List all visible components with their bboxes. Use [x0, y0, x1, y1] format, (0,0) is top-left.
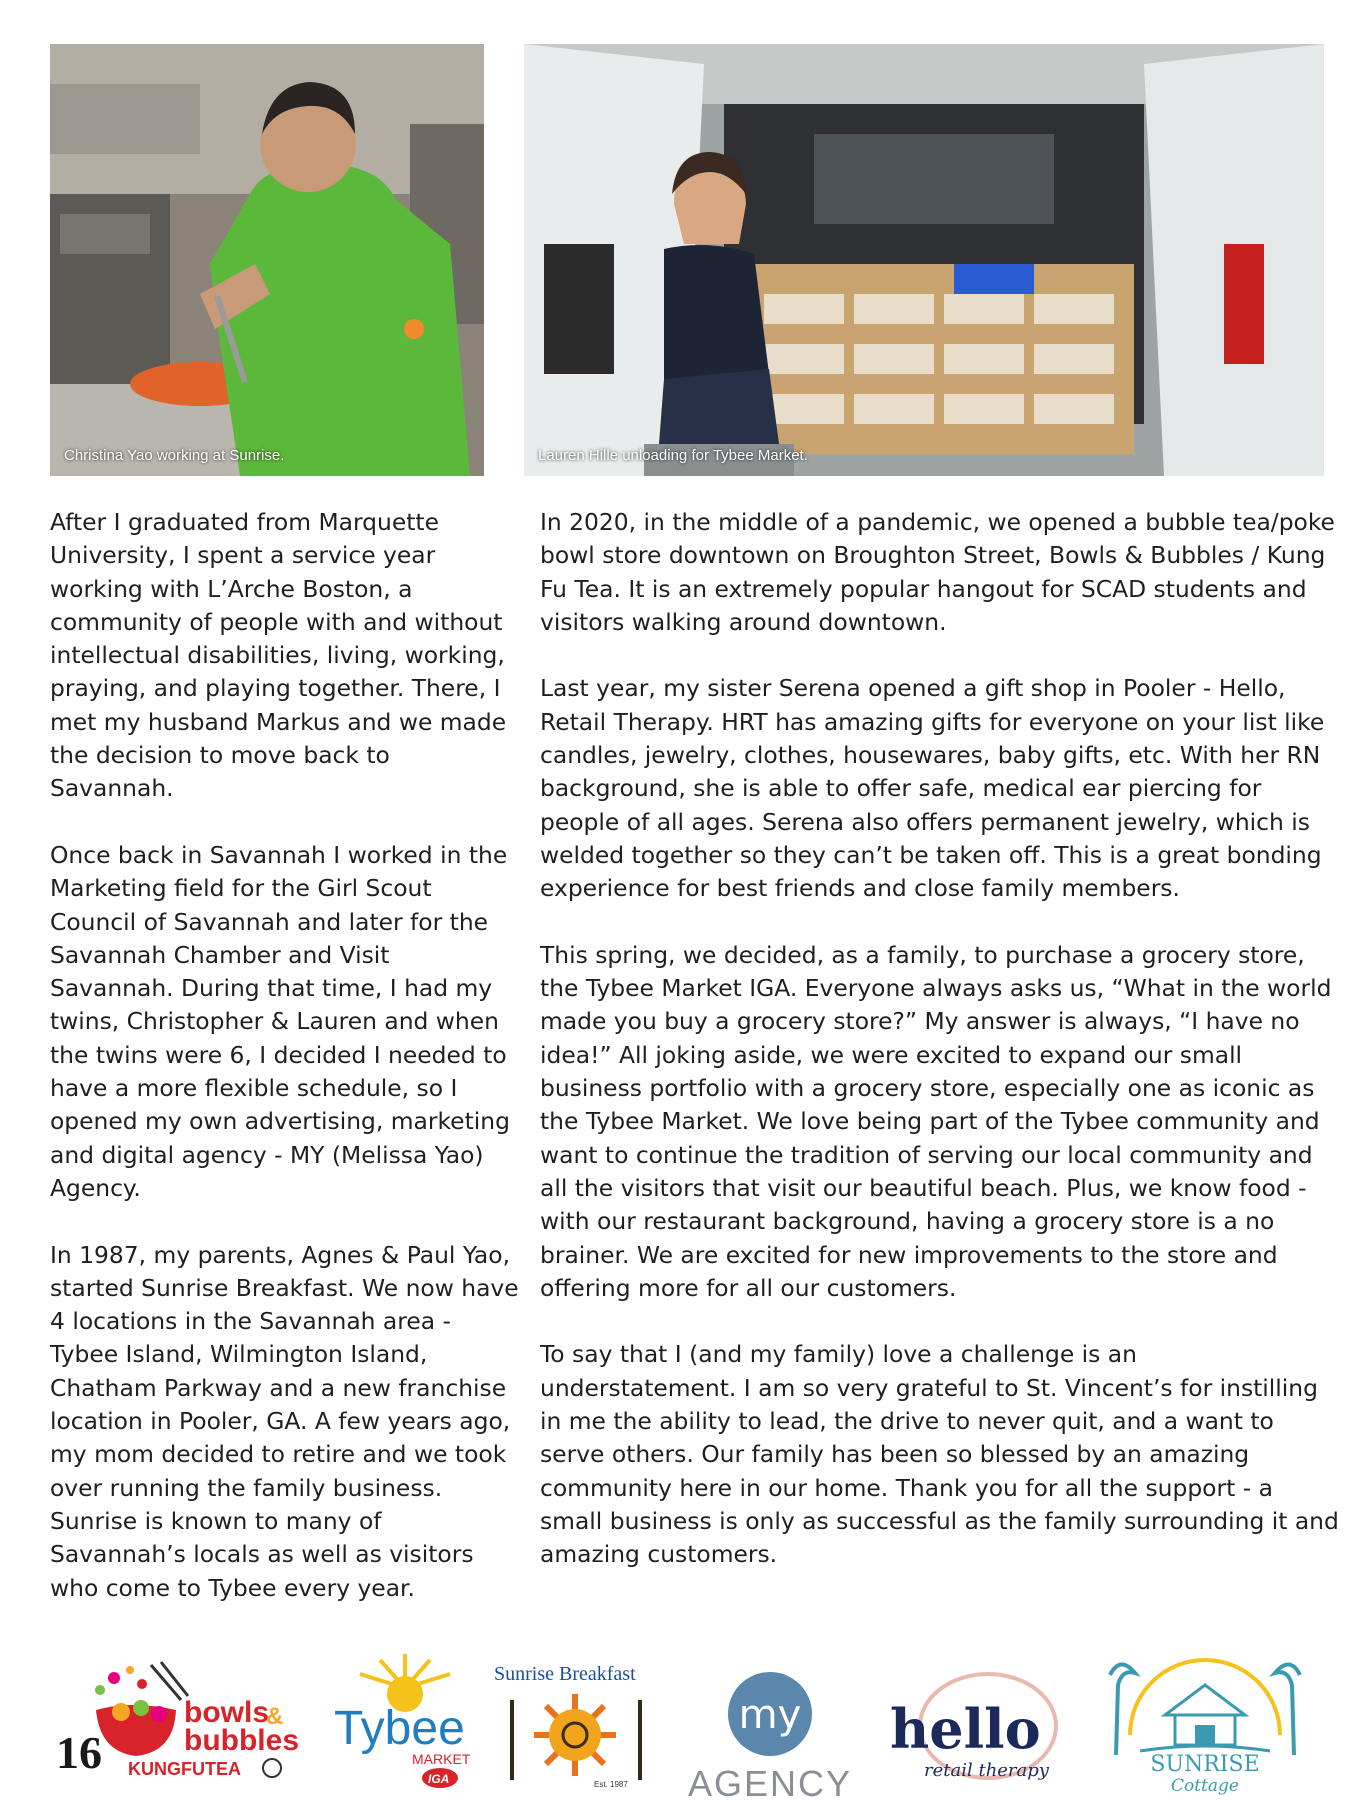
logo-sunrise-text: SUNRISE — [1150, 1752, 1260, 1777]
sunrise-cottage-logo-mark — [1090, 1645, 1320, 1795]
tybee-market-logo-mark — [330, 1650, 480, 1790]
photo-caption-left: Christina Yao working at Sunrise. — [64, 447, 285, 464]
left-column — [50, 506, 520, 1605]
right-column — [540, 506, 1340, 1572]
logo-bowls-text: bowls — [184, 1696, 270, 1729]
hello-retail-therapy-logo — [880, 1670, 1070, 1790]
logo-sunrise-breakfast-text: Sunrise Breakfast — [494, 1663, 636, 1685]
logo-hello-text: hello — [890, 1697, 1041, 1761]
sunrise-breakfast-logo — [490, 1660, 660, 1790]
bowls-bubbles-logo-mark — [56, 1660, 316, 1780]
hello-retail-therapy-logo-mark — [880, 1670, 1070, 1790]
logo-kungfutea-text: KUNGFUTEA — [128, 1759, 241, 1779]
bowls-bubbles-logo — [56, 1660, 316, 1780]
logo-row — [0, 1640, 1350, 1800]
paragraph: In 1987, my parents, Agnes & Paul Yao, started Sunrise Breakfast. We now have 4 locations in the Savannah area - Tybee Island, Wilmington Island, Chatham Parkway and a new franchise location in Pooler, GA. A few years ago, my mom decided to retire and we took over running the family business. Sunrise is known to many of Savannah’s locals as well as visitors who come to Tybee every year. — [50, 1240, 519, 1602]
logo-number: 16 — [56, 1727, 102, 1778]
logo-agency-text: AGENCY — [687, 1763, 853, 1800]
logo-est-text: Est. 1987 — [594, 1780, 628, 1789]
paragraph: To say that I (and my family) love a challenge is an understatement. I am so very grateful to St. Vincent’s for instilling in me the ability to lead, the drive to never quit, and a want to serve others. Our family has been so blessed by an amazing community here in our home. Thank you for all the support - a small business is only as successful as the family surrounding it and amazing customers. — [540, 1340, 1339, 1569]
kitchen-photo — [50, 44, 484, 476]
paragraph: After I graduated from Marquette University, I spent a service year working with L’Arche Boston, a community of people with and without intellectual disabilities, living, working, praying, and playing together. There, I met my husband Markus and we made the decision to move back to Savannah. — [50, 508, 507, 803]
van-photo — [524, 44, 1324, 476]
my-agency-logo-mark — [680, 1670, 860, 1800]
logo-amp: & — [266, 1703, 284, 1730]
paragraph: In 2020, in the middle of a pandemic, we opened a bubble tea/poke bowl store downtown on Broughton Street, Bowls & Bubbles / Kung Fu Tea. It is an extremely popular hangout for SCAD students and visitors walking around downtown. — [540, 508, 1335, 636]
paragraph: This spring, we decided, as a family, to purchase a grocery store, the Tybee Market IGA. Everyone always asks us, “What in the world made you buy a grocery store?” My answer is always, “I have no idea!” All joking aside, we were excited to expand our small business portfolio with a grocery store, especially one as iconic as the Tybee Market. We love being part of the Tybee community and want to continue the tradition of serving our local community and all the visitors that visit our beautiful beach. Plus, we know food - with our restaurant background, having a grocery store is a no brainer. We are excited for new improvements to the store and offering more for all our customers. — [540, 940, 1332, 1302]
logo-cottage-text: Cottage — [1171, 1776, 1239, 1795]
logo-my-text: my — [738, 1692, 802, 1738]
tybee-market-logo — [330, 1650, 480, 1790]
logo-market-text: MARKET — [412, 1751, 471, 1767]
logo-iga-badge: IGA — [428, 1772, 450, 1786]
paragraph: Last year, my sister Serena opened a gift shop in Pooler - Hello, Retail Therapy. HRT has amazing gifts for everyone on your list like candles, jewelry, clothes, housewares, baby gifts, etc. With her RN background, she is able to offer safe, medical ear piercing for people of all ages. Serena also offers permanent jewelry, which is welded together so they can’t be taken off. This is a great bonding experience for best friends and close family members. — [540, 674, 1325, 903]
photo-christina — [50, 44, 484, 476]
sunrise-cottage-logo — [1090, 1645, 1320, 1795]
sunrise-breakfast-logo-mark — [490, 1660, 660, 1790]
photo-lauren — [524, 44, 1324, 476]
logo-bubbles-text: bubbles — [184, 1724, 300, 1757]
logo-tybee-text: Tybee — [334, 1702, 465, 1755]
logo-retail-therapy-text: retail therapy — [924, 1760, 1049, 1781]
my-agency-logo — [680, 1670, 860, 1800]
photo-caption-right: Lauren Hille unloading for Tybee Market. — [538, 447, 808, 464]
paragraph: Once back in Savannah I worked in the Marketing field for the Girl Scout Council of Savannah and later for the Savannah Chamber and Visit Savannah. During that time, I had my twins, Christopher & Lauren and when the twins were 6, I decided I needed to have a more flexible schedule, so I opened my own advertising, marketing and digital agency - MY (Melissa Yao) Agency. — [50, 840, 510, 1202]
